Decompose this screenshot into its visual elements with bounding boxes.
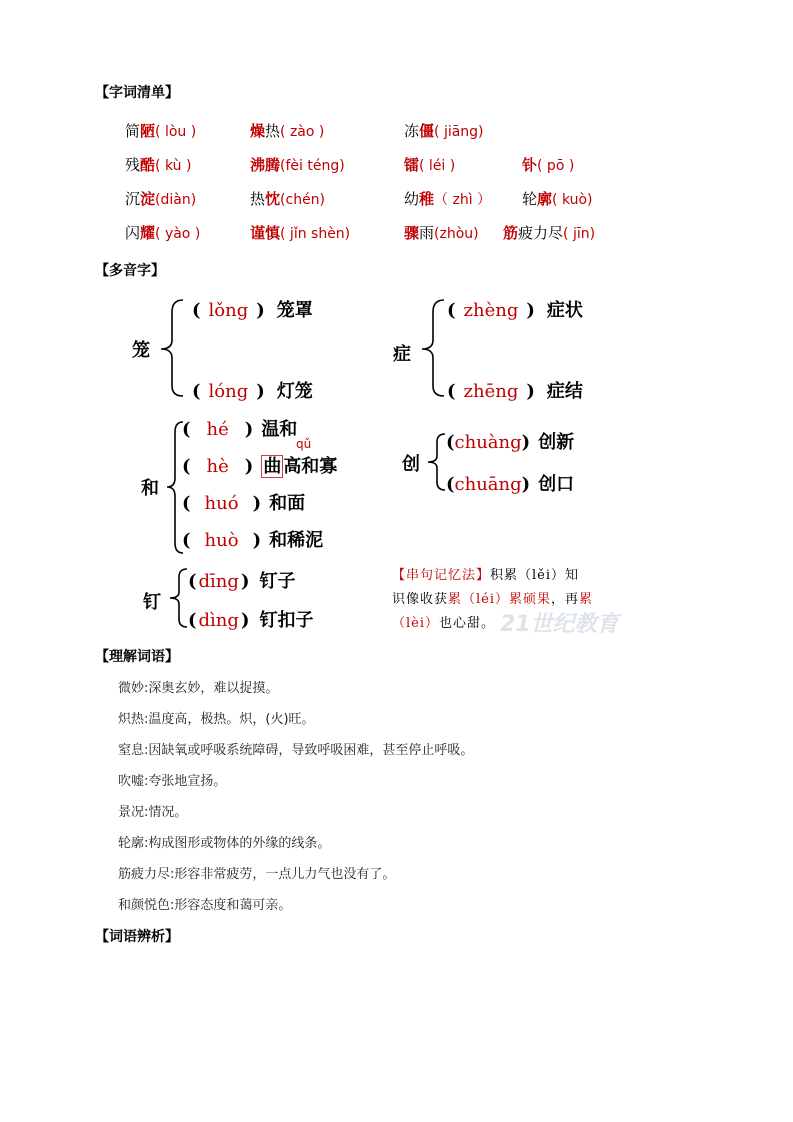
reading-row: ( lǒng ) 笼罩: [192, 300, 313, 321]
curly-brace-icon: [166, 567, 190, 629]
vocab-item: 钋( pō ): [522, 156, 575, 174]
vocab-item: 幼稚（ zhì ）: [404, 190, 492, 208]
tip-line: 【串句记忆法】积累（lěi）知: [392, 568, 580, 583]
reading-row: ( huó ) 和面: [182, 493, 306, 514]
curly-brace-icon: [157, 298, 187, 398]
reading-row: ( dīng ) 钉子: [188, 571, 296, 592]
polyphone-char: 症: [393, 344, 411, 365]
polyphone-char: 钉: [143, 592, 161, 613]
tip-line: 识像收获累（léi）累硕果，再累: [392, 592, 594, 607]
section-heading-polyphones: 【多音字】: [95, 263, 165, 279]
section-heading-understanding: 【理解词语】: [95, 649, 179, 665]
section-heading-analysis: 【词语辨析】: [95, 929, 179, 945]
section-heading-word-list: 【字词清单】: [95, 85, 179, 101]
vocab-item: 谨慎( jǐn shèn): [250, 224, 351, 242]
definition-item: 筋疲力尽:形容非常疲劳，一点儿力气也没有了。: [118, 867, 396, 882]
vocab-item: 燥热( zào ): [250, 122, 325, 140]
polyphone-char: 创: [402, 454, 420, 475]
definition-item: 轮廓:构成图形或物体的外缘的线条。: [118, 836, 331, 851]
ruby-pinyin: qǔ: [296, 437, 312, 451]
curly-brace-icon: [424, 432, 448, 492]
vocab-item: 轮廓( kuò): [522, 190, 593, 208]
vocab-item: 冻僵( jiāng): [404, 122, 484, 140]
polyphone-char: 笼: [132, 340, 150, 361]
definition-item: 窒息:因缺氧或呼吸系统障碍，导致呼吸困难，甚至停止呼吸。: [118, 743, 474, 758]
vocab-item: 镭( léi ): [404, 156, 456, 174]
reading-row: (chuàng) 创新: [446, 432, 575, 453]
reading-row: ( hè ) 曲 高和寡: [182, 456, 338, 477]
vocab-item: 闪耀( yào ): [125, 224, 201, 242]
vocab-item: 热忱(chén): [250, 190, 326, 208]
vocab-item: 沸腾(fèi téng): [250, 156, 345, 174]
vocab-item: 简陋( lòu ): [125, 122, 197, 140]
curly-brace-icon: [418, 298, 448, 398]
boxed-char: 曲: [263, 456, 282, 477]
vocab-item: 残酷( kù ): [125, 156, 192, 174]
definition-item: 和颜悦色:形容态度和蔼可亲。: [118, 898, 292, 913]
reading-row: ( zhēng ) 症结: [447, 381, 583, 402]
vocab-item: 骤雨(zhòu): [404, 224, 479, 242]
tip-line: （lèi）也心甜。: [392, 616, 496, 631]
reading-row: (chuāng) 创口: [446, 474, 575, 495]
reading-row: ( huò ) 和稀泥: [182, 530, 324, 551]
polyphone-char: 和: [141, 478, 159, 499]
definition-item: 吹嘘:夸张地宣扬。: [118, 774, 227, 789]
reading-row: ( hé ) 温和: [182, 419, 298, 440]
vocab-item: 筋疲力尽( jīn): [503, 224, 596, 242]
vocab-item: 沉淀(diàn): [125, 190, 197, 208]
definition-item: 炽热:温度高，极热。炽，(火)旺。: [118, 712, 315, 727]
reading-row: ( lóng ) 灯笼: [192, 381, 313, 402]
reading-row: ( dìng ) 钉扣子: [188, 610, 314, 631]
definition-item: 景况:情况。: [118, 805, 188, 820]
watermark: 21世纪教育: [500, 612, 619, 637]
reading-row: ( zhèng ) 症状: [447, 300, 583, 321]
definition-item: 微妙:深奥玄妙，难以捉摸。: [118, 681, 279, 696]
